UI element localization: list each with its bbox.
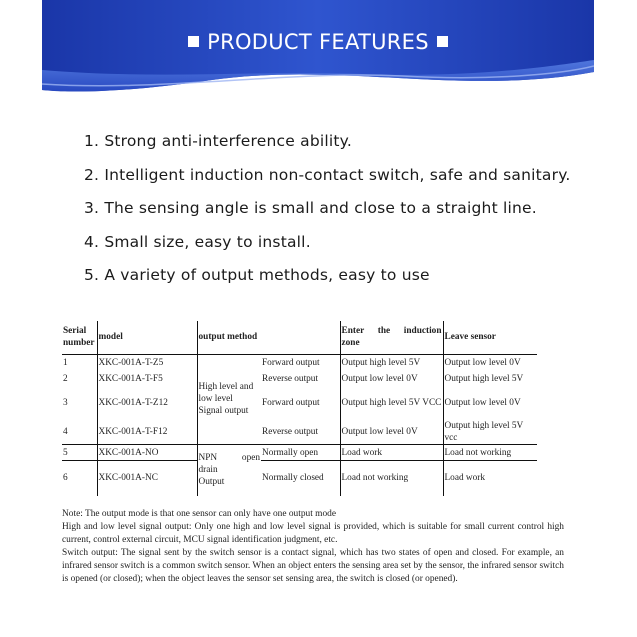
header-enter-zone: Enter the induction zone [340,321,443,354]
square-bullet-icon [437,36,448,47]
table-row [62,445,537,461]
cell-output-type: Forward output [262,398,320,408]
cell-enter: Output low level 0V [340,420,443,445]
cell-serial: 6 [62,461,97,496]
cell-serial: 2 [63,373,68,384]
square-bullet-icon [188,36,199,47]
feature-item: 3. The sensing angle is small and close to a straight line. [84,199,537,217]
cell-leave: Output high level 5V vcc [443,420,537,445]
cell-serial: 5 [62,445,97,461]
feature-list [84,132,604,300]
header-output-method: output method [197,321,340,354]
cell-group-npn: NPN open drain Output [197,445,261,496]
note-line: Switch output: The signal sent by the switch sensor is a contact signal, which has two states of open and closed. For example, an infrared sensor switch is a common switch sensor. When an object enters the sensing area set by the sensor, the infrared sensor switch is opened (or closed); when the object leaves the sensor set sensing area, the switch is closed (or opened). [62,548,564,584]
page-title-text: PRODUCT FEATURES [207,30,429,54]
cell-leave: Load not working [443,445,537,461]
cell-output-type: Normally closed [261,461,340,496]
cell-leave: Load work [443,461,537,496]
cell-enter: Output low level 0V [340,371,443,386]
cell-model: XKC-001A-NC [97,461,197,496]
header-banner [42,0,594,95]
cell-model: XKC-001A-T-Z5 [97,354,197,371]
cell-model: XKC-001A-T-F5 [97,371,197,386]
table-row [62,354,537,371]
table-row [62,461,537,496]
header-leave-sensor: Leave sensor [443,321,537,354]
cell-model: XKC-001A-T-F12 [97,420,197,445]
cell-output-type: Reverse output [262,427,319,437]
cell-output-type: Normally open [261,445,340,461]
feature-item: 1. Strong anti-interference ability. [84,132,352,150]
feature-item: 5. A variety of output methods, easy to use [84,266,430,284]
notes-section [62,508,564,586]
cell-enter: Load work [340,445,443,461]
note-line: High and low level signal output: Only one high and low level signal is provided, which is suitable for small current control high current, control external circuit, MCU signal identification judgment, etc. [62,522,564,545]
cell-model: XKC-001A-T-Z12 [97,386,197,420]
table-header-row [62,321,537,354]
cell-enter: Load not working [340,461,443,496]
cell-serial: 4 [63,427,68,437]
page-title [42,30,594,54]
cell-output-type: Reverse output [262,373,319,384]
cell-group-high-low: High level and low level Signal output [197,354,261,445]
cell-serial: 1 [62,354,97,371]
cell-leave: Output low level 0V [443,354,537,371]
cell-output-type: Forward output [261,354,340,371]
table-row [62,371,537,386]
cell-leave: Output high level 5V [443,371,537,386]
cell-leave: Output low level 0V [443,386,537,420]
table-row [62,386,537,420]
cell-model: XKC-001A-NO [97,445,197,461]
spec-table [62,321,537,496]
table-row [62,420,537,445]
cell-enter: Output high level 5V [340,354,443,371]
header-serial: Serial number [63,326,95,349]
note-line: Note: The output mode is that one sensor can only have one output mode [62,509,336,519]
feature-item: 2. Intelligent induction non-contact switch, safe and sanitary. [84,165,571,184]
feature-item: 4. Small size, easy to install. [84,232,311,251]
cell-enter: Output high level 5V VCC [340,386,443,420]
header-model: model [97,321,197,354]
cell-serial: 3 [63,398,68,408]
